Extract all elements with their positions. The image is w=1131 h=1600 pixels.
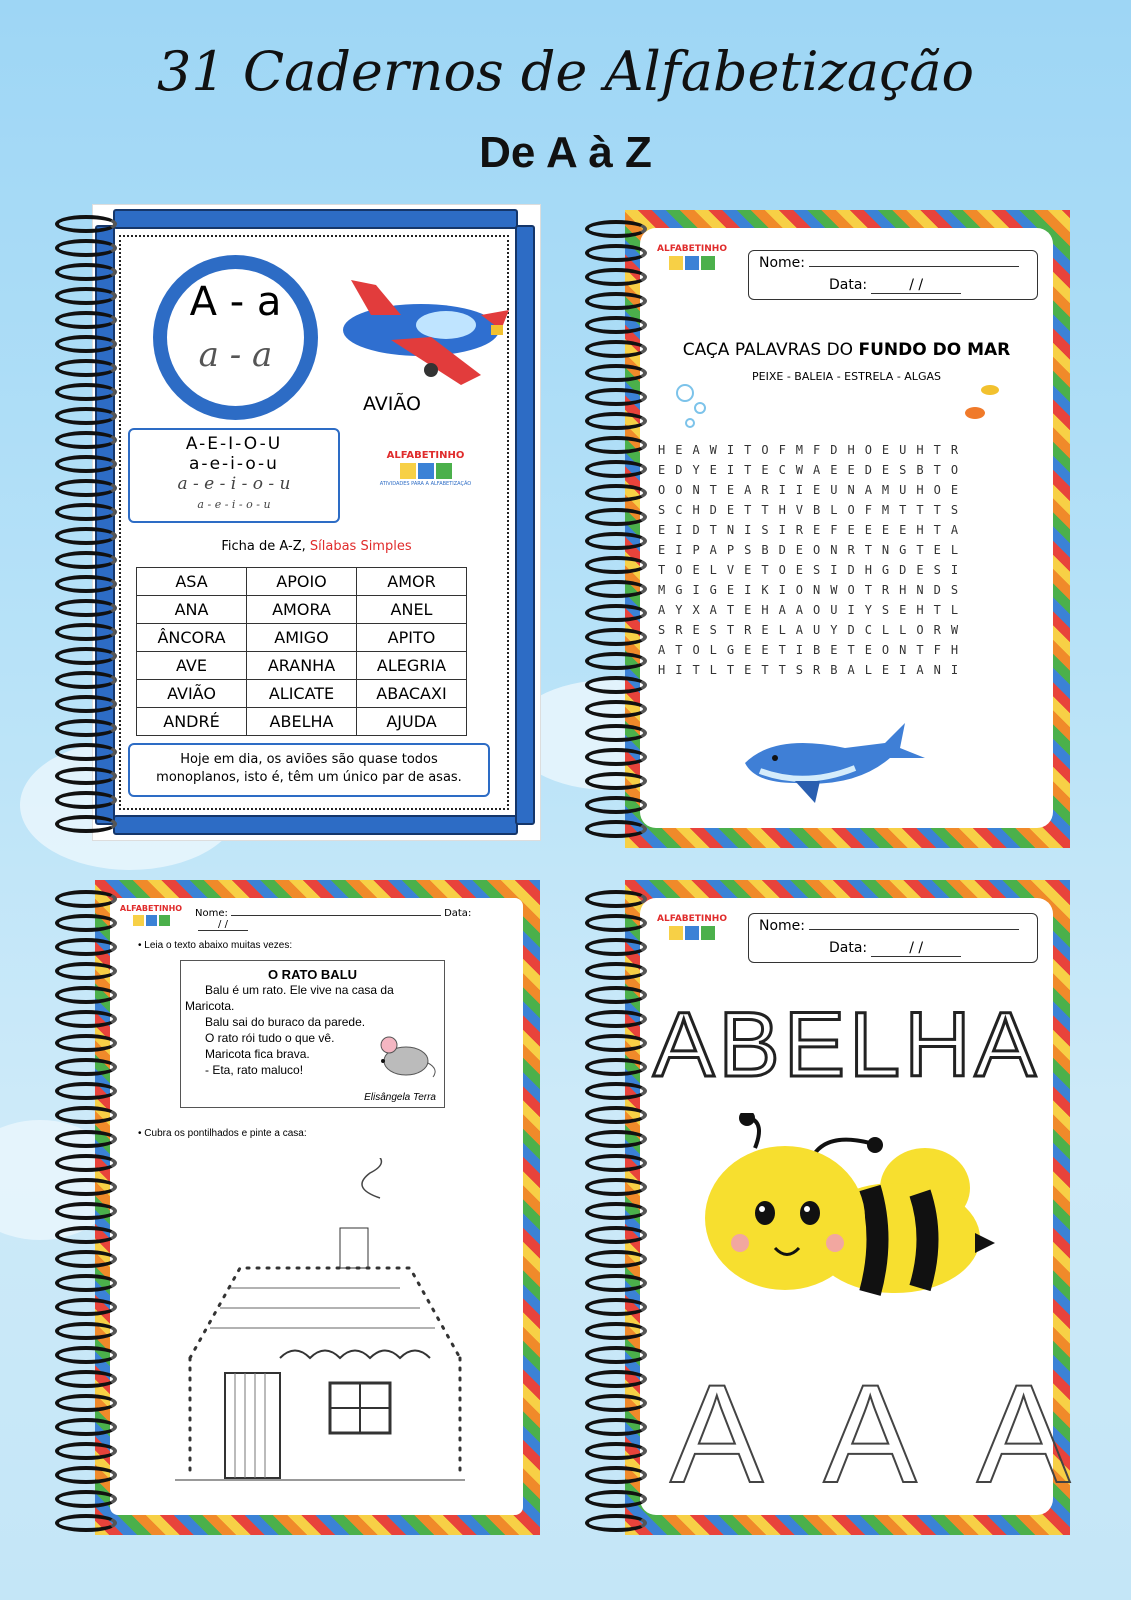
story-box [180, 960, 445, 1108]
outlined-word: ABELHA [652, 994, 1041, 1096]
spiral-ring [55, 575, 117, 593]
date-label: Data: [444, 908, 472, 919]
worksheet-page [640, 228, 1053, 828]
story-line: Maricota. [185, 999, 235, 1013]
spiral-ring [55, 263, 117, 281]
picture-label: AVIÃO [363, 393, 422, 415]
spiral-ring [55, 287, 117, 305]
spiral-ring [55, 1346, 117, 1364]
spiral-ring [55, 1082, 117, 1100]
big-letter: A - a [189, 279, 282, 325]
spiral-ring [585, 700, 647, 718]
alfabetinho-logo: ALFABETINHO [652, 244, 732, 304]
spiral-ring [55, 1418, 117, 1436]
spiral-ring [55, 743, 117, 761]
grid-row: TOELVETOESIDHGDESI [658, 563, 969, 577]
grid-row: MGIGEIKIONWOTRHNDS [658, 583, 969, 597]
spiral-ring [585, 508, 647, 526]
spiral-ring [55, 527, 117, 545]
spiral-ring [55, 335, 117, 353]
vowels-lower: a-e-i-o-u [189, 454, 279, 474]
spiral-ring [55, 986, 117, 1004]
spiral-ring [55, 1202, 117, 1220]
spiral-ring [585, 268, 647, 286]
grid-row: SCHDETTHVBLOFMTTTS [658, 503, 969, 517]
spiral-ring [55, 1514, 117, 1532]
grid-row: SRESTRELAUYDCLLORW [658, 623, 969, 637]
story-line: Balu sai do buraco da parede. [205, 1015, 366, 1029]
spiral-ring [585, 796, 647, 814]
spiral-ring [55, 914, 117, 932]
spiral-ring [585, 460, 647, 478]
story-title: O RATO BALU [267, 967, 358, 982]
spiral-ring [585, 1418, 647, 1436]
table-row [137, 708, 467, 736]
bubbles-icon [665, 378, 725, 438]
fish-icon [955, 378, 1005, 428]
ficha-caption: Ficha de A-Z, Sílabas Simples [221, 539, 412, 554]
spiral-ring [585, 244, 647, 262]
name-date-box: Nome: Data: / / [748, 913, 1038, 963]
spiral-ring [585, 986, 647, 1004]
spiral-ring [55, 671, 117, 689]
spiral-ring [585, 292, 647, 310]
spiral-ring [55, 1322, 117, 1340]
date-label: Data: [829, 277, 868, 293]
spiral-ring [55, 359, 117, 377]
vowels-script: a - e - i - o - u [177, 474, 291, 494]
table-cell: ABELHA [247, 708, 357, 736]
spiral-ring [55, 1010, 117, 1028]
spiral-ring [585, 364, 647, 382]
spiral-ring [585, 388, 647, 406]
story-line: Balu é um rato. Ele vive na casa da [205, 983, 394, 997]
spiral-ring [55, 1298, 117, 1316]
table-cell: APOIO [247, 568, 357, 596]
spiral-ring [55, 407, 117, 425]
spiral-ring [55, 815, 117, 833]
spiral-ring [585, 1298, 647, 1316]
name-label: Nome: [195, 908, 228, 919]
spiral-ring [55, 1154, 117, 1172]
spiral-ring [55, 1226, 117, 1244]
spiral-ring [55, 938, 117, 956]
script-letter: a - a [198, 335, 273, 375]
table-cell: ARANHA [247, 652, 357, 680]
notebook-page [93, 205, 540, 840]
pencil-border [113, 209, 518, 229]
grid-row: AYXATEHAAOUIYSEHTL [658, 603, 969, 617]
grid-row: HEAWITOFMFDHOEUHTR [658, 443, 969, 457]
spiral-ring [585, 724, 647, 742]
syllable-table [136, 567, 467, 736]
spiral-ring [585, 1250, 647, 1268]
spiral-ring [55, 503, 117, 521]
table-cell: ANA [137, 596, 247, 624]
spiral-ring [585, 676, 647, 694]
word-search-grid [658, 440, 1048, 680]
table-cell: AVIÃO [137, 680, 247, 708]
alfabetinho-logo: ALFABETINHO [116, 904, 186, 944]
spiral-ring [55, 695, 117, 713]
spiral-ring [55, 767, 117, 785]
spiral-ring [585, 1178, 647, 1196]
table-cell: ABACAXI [357, 680, 467, 708]
pencil-border [515, 225, 535, 825]
worksheet-page: ALFABETINHO Nome: Data:/ / • Leia o texto abaixo muitas vezes: O RATO BALU Balu é um rato. Ele vive na casa da Maricota. Balu sai do buraco da parede. O rato rói tudo o que vê. Maricota fica brava. - Eta, rato maluco! Elisângela Terra • Cubra os pontilhados e pinte a casa: [110, 898, 523, 1515]
table-row [137, 680, 467, 708]
table-cell: ANEL [357, 596, 467, 624]
grid-row: OONTEARIIEUNAMUHOE [658, 483, 969, 497]
spiral-ring [585, 652, 647, 670]
airplane-icon [331, 275, 511, 395]
spiral-ring [585, 1274, 647, 1292]
spiral-ring [585, 1322, 647, 1340]
spiral-ring [55, 383, 117, 401]
notebook-abelha [585, 880, 1131, 1540]
spiral-ring [55, 1106, 117, 1124]
spiral-ring [55, 215, 117, 233]
notebook-caca-palavras [585, 210, 1080, 850]
whale-icon [735, 713, 935, 813]
spiral-ring [585, 1154, 647, 1172]
table-cell: ANDRÉ [137, 708, 247, 736]
instruction-trace: • Cubra os pontilhados e pinte a casa: [138, 1128, 307, 1139]
table-row [137, 652, 467, 680]
table-cell: AMOR [357, 568, 467, 596]
spiral-ring [55, 1130, 117, 1148]
grid-row: EIPAPSBDEONRTNGTEL [658, 543, 969, 557]
date-label: Data: [829, 940, 868, 956]
spiral-binding [55, 880, 125, 1540]
spiral-ring [585, 220, 647, 238]
spiral-ring [585, 1394, 647, 1412]
spiral-ring [585, 914, 647, 932]
table-cell: ALEGRIA [357, 652, 467, 680]
vowels-upper: A-E-I-O-U [185, 434, 283, 454]
spiral-ring [55, 962, 117, 980]
fact-box [128, 743, 490, 797]
story-line: - Eta, rato maluco! [205, 1063, 304, 1077]
alfabetinho-logo: ALFABETINHO ATIVIDADES PARA A ALFABETIZAÇÃO [379, 450, 472, 487]
vowels-box [128, 428, 340, 523]
story-line: O rato rói tudo o que vê. [205, 1031, 335, 1045]
mouse-icon [371, 1031, 441, 1081]
spiral-ring [55, 647, 117, 665]
grid-row: EIDTNISIREFEEEEHTA [658, 523, 969, 537]
spiral-ring [585, 484, 647, 502]
table-cell: APITO [357, 624, 467, 652]
spiral-ring [585, 938, 647, 956]
spiral-ring [55, 1058, 117, 1076]
spiral-ring [55, 1466, 117, 1484]
grid-row: HITLTETTSRBALEIANI [658, 663, 969, 677]
table-row [137, 568, 467, 596]
spiral-ring [55, 1442, 117, 1460]
table-cell: ÂNCORA [137, 624, 247, 652]
spiral-ring [585, 1202, 647, 1220]
spiral-binding [55, 205, 125, 845]
story-line: Maricota fica brava. [205, 1047, 310, 1061]
spiral-ring [55, 719, 117, 737]
spiral-ring [55, 1274, 117, 1292]
name-date-box: Nome: Data: / / [748, 250, 1038, 300]
spiral-ring [585, 772, 647, 790]
spiral-ring [585, 890, 647, 908]
spiral-ring [55, 479, 117, 497]
instruction-read: • Leia o texto abaixo muitas vezes: [138, 940, 293, 951]
name-label: Nome: [759, 918, 806, 934]
page-title: 31 Cadernos de Alfabetização [156, 40, 975, 103]
spiral-ring [55, 1034, 117, 1052]
spiral-ring [585, 1130, 647, 1148]
spiral-ring [55, 1394, 117, 1412]
spiral-ring [585, 412, 647, 430]
story-author: Elisângela Terra [364, 1092, 436, 1103]
alfabetinho-logo: ALFABETINHO [652, 914, 732, 974]
spiral-ring [55, 890, 117, 908]
spiral-ring [585, 532, 647, 550]
pencil-border [113, 815, 518, 835]
spiral-ring [585, 1466, 647, 1484]
notebook-rato-balu [55, 880, 550, 1540]
spiral-ring [585, 962, 647, 980]
table-row [137, 624, 467, 652]
spiral-ring [55, 551, 117, 569]
fact-text: Hoje em dia, os aviões são quase todos monoplanos, isto é, têm um único par de asas. [156, 752, 462, 785]
worksheet-title: CAÇA PALAVRAS DO FUNDO DO MAR [682, 340, 1011, 360]
spiral-ring [55, 791, 117, 809]
spiral-ring [585, 1370, 647, 1388]
spiral-ring [55, 455, 117, 473]
spiral-ring [585, 1034, 647, 1052]
spiral-ring [585, 316, 647, 334]
trace-letters: AAA [670, 1355, 1131, 1512]
table-cell: AJUDA [357, 708, 467, 736]
spiral-ring [55, 623, 117, 641]
table-cell: AVE [137, 652, 247, 680]
page-subtitle: De A à Z [479, 128, 652, 177]
table-cell: AMORA [247, 596, 357, 624]
spiral-ring [585, 556, 647, 574]
spiral-ring [55, 1178, 117, 1196]
notebook-avioes [55, 205, 545, 845]
spiral-ring [585, 580, 647, 598]
spiral-ring [585, 748, 647, 766]
spiral-ring [585, 1082, 647, 1100]
spiral-ring [55, 431, 117, 449]
house-drawing [170, 1158, 470, 1488]
grid-row: ATOLGEETIBETEONTFH [658, 643, 969, 657]
spiral-ring [585, 1346, 647, 1364]
spiral-ring [55, 599, 117, 617]
name-label: Nome: [759, 255, 806, 271]
spiral-ring [585, 1490, 647, 1508]
grid-row: EDYEITECWAEEDESBTO [658, 463, 969, 477]
spiral-ring [585, 1106, 647, 1124]
table-cell: ALICATE [247, 680, 357, 708]
letter-badge [153, 255, 318, 420]
spiral-ring [585, 1514, 647, 1532]
worksheet-page [640, 898, 1131, 1515]
spiral-ring [55, 1250, 117, 1268]
table-row [137, 596, 467, 624]
spiral-ring [55, 311, 117, 329]
spiral-ring [585, 340, 647, 358]
spiral-binding [585, 880, 655, 1540]
spiral-ring [55, 239, 117, 257]
spiral-ring [585, 1058, 647, 1076]
spiral-ring [585, 628, 647, 646]
table-cell: AMIGO [247, 624, 357, 652]
spiral-ring [585, 820, 647, 838]
bee-icon [695, 1113, 995, 1323]
spiral-ring [585, 1010, 647, 1028]
spiral-ring [585, 1226, 647, 1244]
spiral-ring [55, 1370, 117, 1388]
vowels-script-small: a - e - i - o - u [197, 498, 271, 511]
spiral-ring [55, 1490, 117, 1508]
spiral-ring [585, 604, 647, 622]
table-cell: ASA [137, 568, 247, 596]
spiral-ring [585, 1442, 647, 1460]
spiral-ring [585, 436, 647, 454]
spiral-binding [585, 210, 655, 850]
word-list: PEIXE - BALEIA - ESTRELA - ALGAS [752, 370, 941, 383]
